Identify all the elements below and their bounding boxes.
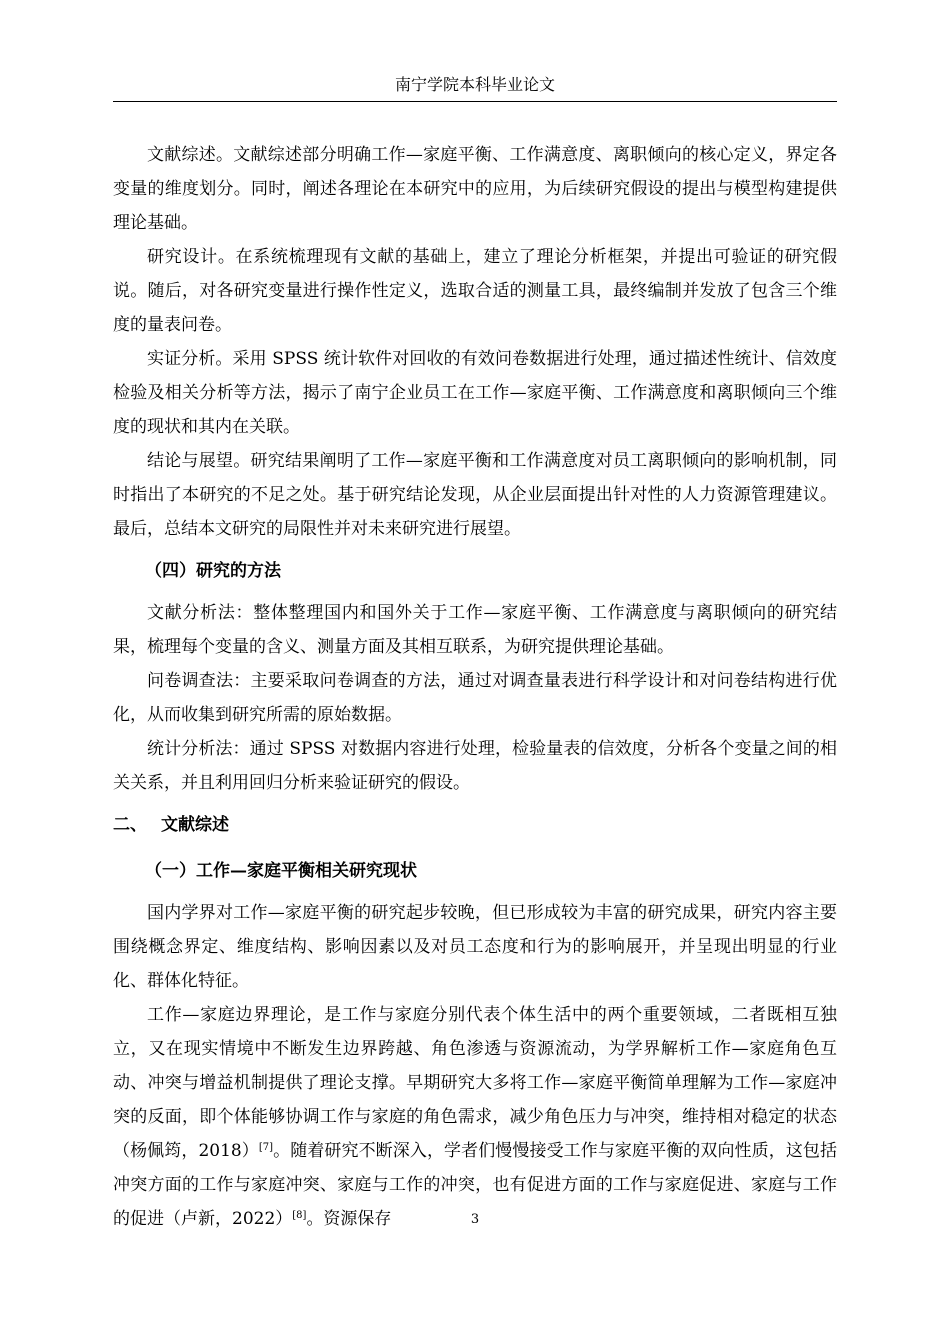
heading-number: 二、 xyxy=(113,815,147,835)
citation-ref-8: [8] xyxy=(292,1210,307,1221)
paragraph-boundary-theory xyxy=(113,998,837,1236)
paragraph-literature-review: 文献综述。文献综述部分明确工作—家庭平衡、工作满意度、离职倾向的核心定义，界定各变量的维度划分。同时，阐述各理论在本研究中的应用，为后续研究假设的提出与模型构建提供理论基础。 xyxy=(113,145,837,233)
paragraph-domestic-research: 国内学界对工作—家庭平衡的研究起步较晚，但已形成较为丰富的研究成果，研究内容主要围绕概念界定、维度结构、影响因素以及对员工态度和行为的影响展开，并呈现出明显的行业化、群体化特征。 xyxy=(113,903,837,991)
paragraph-survey-method: 问卷调查法：主要采取问卷调查的方法，通过对调查量表进行科学设计和对问卷结构进行优化，从而收集到研究所需的原始数据。 xyxy=(113,671,837,725)
paragraph-conclusion: 结论与展望。研究结果阐明了工作—家庭平衡和工作满意度对员工离职倾向的影响机制，同时指出了本研究的不足之处。基于研究结论发现，从企业层面提出针对性的人力资源管理建议。最后，总结本文研究的局限性并对未来研究进行展望。 xyxy=(113,451,837,539)
paragraph-literature-method: 文献分析法：整体整理国内和国外关于工作—家庭平衡、工作满意度与离职倾向的研究结果，梳理每个变量的含义、测量方面及其相互联系，为研究提供理论基础。 xyxy=(113,603,837,657)
heading-work-family-balance: （一）工作—家庭平衡相关研究现状 xyxy=(145,861,417,881)
citation-ref-7: [7] xyxy=(258,1142,274,1153)
running-header: 南宁学院本科毕业论文 xyxy=(394,75,555,94)
heading-research-methods: （四）研究的方法 xyxy=(145,561,281,581)
text-segment: 。随着研究不断深入，学者们慢慢接受工作与家庭平衡的双向性质，这包括冲突方面的工作与家庭冲突、家庭与工作的冲突，也有促进方面的工作与家庭促进、家庭与工作的促进（卢新，2022） xyxy=(113,1141,838,1229)
page-number: 3 xyxy=(470,1212,480,1227)
text-segment: 工作—家庭边界理论，是工作与家庭分别代表个体生活中的两个重要领域，二者既相互独立，又在现实情境中不断发生边界跨越、角色渗透与资源流动，为学界解析工作—家庭角色互动、冲突与增益机制提供了理论支撑。早期研究大多将工作—家庭平衡简单理解为工作—家庭冲突的反面，即个体能够协调工作与家庭的角色需求，减少角色压力与冲突，维持相对稳定的状态（杨佩筠，2018） xyxy=(113,1005,837,1161)
paragraph-statistics-method: 统计分析法：通过 SPSS 对数据内容进行处理，检验量表的信效度，分析各个变量之间的相关关系，并且利用回归分析来验证研究的假设。 xyxy=(113,739,837,793)
paragraph-research-design: 研究设计。在系统梳理现有文献的基础上，建立了理论分析框架，并提出可验证的研究假说。随后，对各研究变量进行操作性定义，选取合适的测量工具，最终编制并发放了包含三个维度的量表问卷。 xyxy=(113,247,837,335)
paragraph-empirical-analysis: 实证分析。采用 SPSS 统计软件对回收的有效问卷数据进行处理，通过描述性统计、信效度检验及相关分析等方法，揭示了南宁企业员工在工作—家庭平衡、工作满意度和离职倾向三个维度的现状和其内在关联。 xyxy=(113,349,837,437)
header-divider xyxy=(113,101,837,102)
heading-literature-review xyxy=(113,800,837,846)
heading-text: 文献综述 xyxy=(161,815,229,835)
body-content xyxy=(113,138,837,1236)
text-segment: 。资源保存 xyxy=(306,1209,392,1229)
